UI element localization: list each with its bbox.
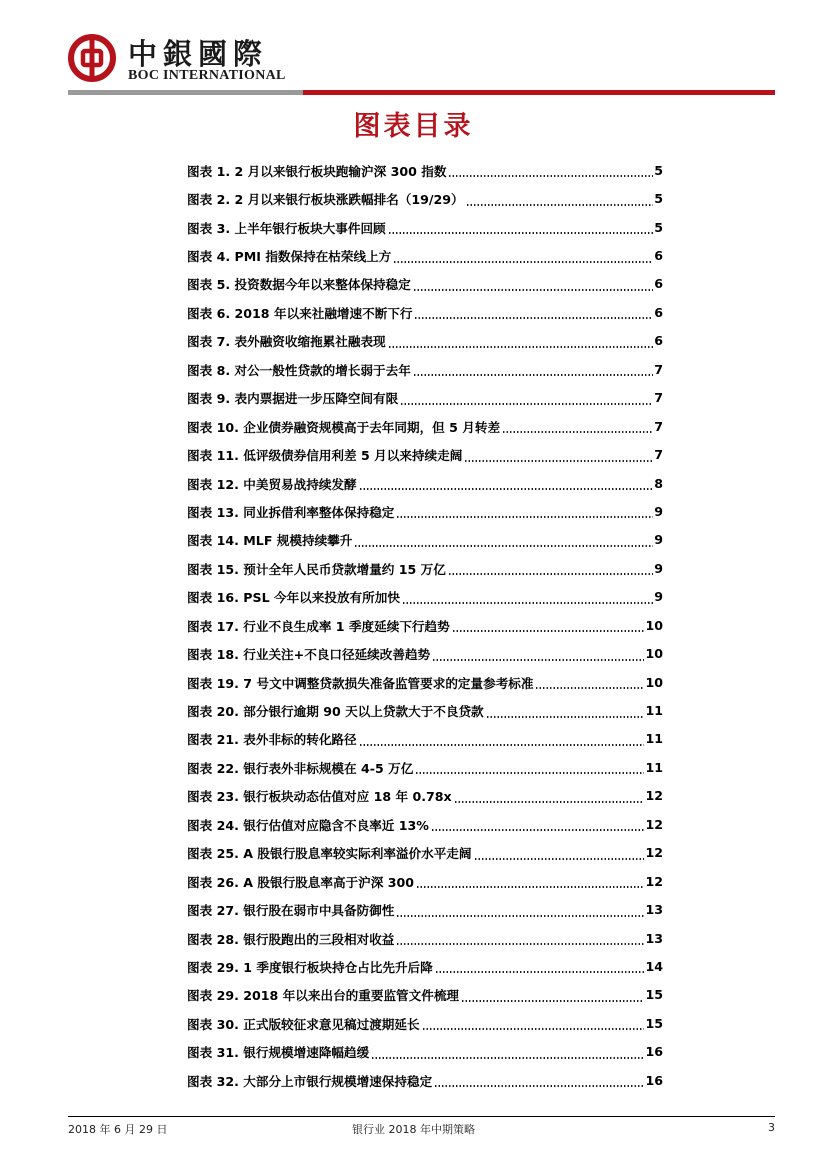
toc-entry-label[interactable]: 图表 27. 银行股在弱市中具备防御性 (187, 903, 395, 919)
toc-entry-label[interactable]: 图表 15. 预计全年人民币贷款增量约 15 万亿 (187, 561, 446, 577)
toc-entry-label[interactable]: 图表 29. 2018 年以来出台的重要监管文件梳理 (187, 988, 460, 1004)
toc-leader-dots (402, 593, 653, 605)
toc-entry[interactable] (187, 469, 663, 497)
toc-entry[interactable] (187, 583, 663, 611)
toc-entry-label[interactable]: 图表 20. 部分银行逾期 90 天以上贷款大于不良贷款 (187, 704, 484, 720)
toc-entry[interactable] (187, 867, 663, 895)
toc-entry-page[interactable]: 7 (654, 390, 663, 406)
toc-entry-page[interactable]: 13 (645, 902, 663, 918)
toc-leader-dots (535, 678, 644, 690)
toc-entry-page[interactable]: 6 (654, 333, 663, 349)
toc-entry[interactable] (187, 156, 663, 184)
toc-entry-page[interactable]: 11 (645, 703, 663, 719)
toc-entry-page[interactable]: 14 (645, 958, 663, 974)
toc-entry-page[interactable]: 9 (654, 503, 663, 519)
toc-entry-page[interactable]: 12 (645, 845, 663, 861)
toc-leader-dots (396, 507, 653, 519)
toc-leader-dots (474, 849, 645, 861)
toc-entry-page[interactable]: 13 (645, 930, 663, 946)
page-header (68, 30, 775, 96)
brand-name-chinese: 中銀國際 (128, 37, 269, 71)
toc-entry[interactable] (187, 184, 663, 212)
toc-leader-dots (466, 195, 654, 207)
toc-entry-label[interactable]: 图表 14. MLF 规模持续攀升 (187, 533, 353, 549)
toc-leader-dots (461, 991, 644, 1003)
toc-entry-label[interactable]: 图表 22. 银行表外非标规模在 4-5 万亿 (187, 760, 414, 776)
toc-leader-dots (388, 223, 654, 235)
toc-entry-page[interactable]: 9 (654, 560, 663, 576)
toc-leader-dots (359, 735, 645, 747)
toc-entry-label[interactable]: 图表 3. 上半年银行板块大事件回顾 (187, 220, 386, 236)
toc-entry-page[interactable]: 5 (654, 191, 663, 207)
toc-entry-page[interactable]: 6 (654, 276, 663, 292)
toc-entry-label[interactable]: 图表 19. 7 号文中调整贷款损失准备监管要求的定量参考标准 (187, 675, 534, 691)
toc-entry[interactable] (187, 810, 663, 838)
toc-leader-dots (413, 280, 653, 292)
toc-entry[interactable] (187, 753, 663, 781)
toc-entry-label[interactable]: 图表 26. A 股银行股息率高于沪深 300 (187, 874, 415, 890)
toc-entry-page[interactable]: 12 (645, 873, 663, 889)
toc-entry-label[interactable]: 图表 16. PSL 今年以来投放有所加快 (187, 590, 400, 606)
toc-entry[interactable] (187, 1009, 663, 1037)
toc-leader-dots (413, 365, 653, 377)
toc-leader-dots (422, 1019, 645, 1031)
toc-entry-label[interactable]: 图表 5. 投资数据今年以来整体保持稳定 (187, 277, 411, 293)
toc-entry[interactable] (187, 668, 663, 696)
toc-entry[interactable] (187, 554, 663, 582)
toc-entry[interactable] (187, 440, 663, 468)
toc-entry[interactable] (187, 782, 663, 810)
toc-leader-dots (464, 451, 653, 463)
toc-leader-dots (486, 707, 645, 719)
toc-entry-page[interactable]: 7 (654, 361, 663, 377)
toc-entry[interactable] (187, 526, 663, 554)
toc-entry[interactable] (187, 327, 663, 355)
toc-entry-page[interactable]: 6 (654, 248, 663, 264)
toc-entry[interactable] (187, 412, 663, 440)
toc-entry-label[interactable]: 图表 18. 行业关注+不良口径延续改善趋势 (187, 647, 431, 663)
toc-entry[interactable] (187, 725, 663, 753)
toc-entry-label[interactable]: 图表 1. 2 月以来银行板块跑输沪深 300 指数 (187, 163, 447, 179)
toc-entry[interactable] (187, 839, 663, 867)
toc-entry[interactable] (187, 497, 663, 525)
toc-leader-dots (431, 820, 645, 832)
toc-leader-dots (454, 792, 645, 804)
toc-entry[interactable] (187, 1066, 663, 1094)
header-rule-gray (68, 90, 303, 95)
brand-name-english: BOC INTERNATIONAL (128, 68, 286, 83)
toc-leader-dots (448, 564, 653, 576)
toc-entry-label[interactable]: 图表 7. 表外融资收缩拖累社融表现 (187, 334, 386, 350)
toc-leader-dots (448, 166, 653, 178)
toc-entry-page[interactable]: 10 (645, 674, 663, 690)
toc-entry-page[interactable]: 7 (654, 418, 663, 434)
toc-entry-label[interactable]: 图表 17. 行业不良生成率 1 季度延续下行趋势 (187, 618, 450, 634)
toc-leader-dots (435, 962, 645, 974)
toc-entry-label[interactable]: 图表 29. 1 季度银行板块持仓占比先升后降 (187, 959, 433, 975)
toc-entry[interactable] (187, 639, 663, 667)
footer-report-title: 银行业 2018 年中期策略 (352, 1123, 475, 1136)
toc-entry[interactable] (187, 924, 663, 952)
toc-leader-dots (354, 536, 653, 548)
toc-leader-dots (502, 422, 653, 434)
toc-entry-label[interactable]: 图表 28. 银行股跑出的三段相对收益 (187, 931, 395, 947)
toc-entry-label[interactable]: 图表 30. 正式版较征求意见稿过渡期延长 (187, 1016, 420, 1032)
toc-entry-label[interactable]: 图表 12. 中美贸易战持续发酵 (187, 476, 357, 492)
toc-entry[interactable] (187, 895, 663, 923)
toc-entry[interactable] (187, 696, 663, 724)
toc-leader-dots (359, 479, 654, 491)
toc-leader-dots (396, 906, 644, 918)
toc-entry[interactable] (187, 241, 663, 269)
toc-entry-label[interactable]: 图表 2. 2 月以来银行板块涨跌幅排名（19/29） (187, 192, 464, 208)
toc-entry-page[interactable]: 12 (645, 816, 663, 832)
toc-entry-label[interactable]: 图表 9. 表内票据进一步压降空间有限 (187, 391, 399, 407)
toc-entry-page[interactable]: 16 (645, 1044, 663, 1060)
toc-entry-page[interactable]: 7 (654, 447, 663, 463)
toc-entry-page[interactable]: 15 (645, 1015, 663, 1031)
toc-entry[interactable] (187, 981, 663, 1009)
toc-entry-label[interactable]: 图表 6. 2018 年以来社融增速不断下行 (187, 305, 413, 321)
toc-entry[interactable] (187, 213, 663, 241)
toc-entry-label[interactable]: 图表 24. 银行估值对应隐含不良率近 13% (187, 817, 429, 833)
toc-leader-dots (434, 1076, 644, 1088)
toc-entry-page[interactable]: 9 (654, 532, 663, 548)
toc-entry-label[interactable]: 图表 31. 银行规模增速降幅趋缓 (187, 1045, 370, 1061)
toc-entry-label[interactable]: 图表 25. A 股银行股息率较实际利率溢价水平走阔 (187, 846, 472, 862)
toc-entry-label[interactable]: 图表 32. 大部分上市银行规模增速保持稳定 (187, 1073, 433, 1089)
toc-entry-page[interactable]: 10 (645, 646, 663, 662)
toc-entry-label[interactable]: 图表 21. 表外非标的转化路径 (187, 732, 357, 748)
toc-entry[interactable] (187, 355, 663, 383)
toc-leader-dots (371, 1048, 644, 1060)
toc-leader-dots (416, 877, 644, 889)
footer-page-number: 3 (768, 1121, 775, 1134)
toc-list (187, 156, 663, 1094)
toc-leader-dots (415, 763, 644, 775)
toc-leader-dots (388, 337, 654, 349)
toc-leader-dots (400, 394, 653, 406)
boc-logo-icon (68, 34, 116, 82)
toc-entry[interactable] (187, 298, 663, 326)
toc-leader-dots (396, 934, 644, 946)
toc-leader-dots (414, 308, 653, 320)
toc-entry-page[interactable]: 15 (645, 987, 663, 1003)
toc-entry-page[interactable]: 11 (645, 731, 663, 747)
footer-date: 2018 年 6 月 29 日 (68, 1123, 168, 1136)
toc-entry-page[interactable]: 12 (645, 788, 663, 804)
toc-leader-dots (393, 252, 653, 264)
toc-entry-page[interactable]: 16 (645, 1072, 663, 1088)
page-title: 图表目录 (353, 111, 474, 142)
toc-entry-label[interactable]: 图表 13. 同业拆借利率整体保持稳定 (187, 504, 395, 520)
toc-entry-label[interactable]: 图表 10. 企业债券融资规模高于去年同期，但 5 月转差 (187, 419, 501, 435)
toc-entry[interactable] (187, 611, 663, 639)
toc-entry-label[interactable]: 图表 8. 对公一般性贷款的增长弱于去年 (187, 362, 411, 378)
toc-entry-page[interactable]: 8 (654, 475, 663, 491)
toc-entry-page[interactable]: 5 (654, 162, 663, 178)
toc-entry[interactable] (187, 1038, 663, 1066)
toc-entry-label[interactable]: 图表 4. PMI 指数保持在枯荣线上方 (187, 249, 392, 265)
toc-entry[interactable] (187, 952, 663, 980)
toc-entry-page[interactable]: 9 (654, 589, 663, 605)
footer-rule (68, 1116, 775, 1117)
toc-entry-page[interactable]: 5 (654, 219, 663, 235)
toc-entry-page[interactable]: 6 (654, 304, 663, 320)
toc-entry[interactable] (187, 270, 663, 298)
toc-entry-label[interactable]: 图表 23. 银行板块动态估值对应 18 年 0.78x (187, 789, 452, 805)
toc-entry-label[interactable]: 图表 11. 低评级债券信用利差 5 月以来持续走阔 (187, 448, 463, 464)
toc-entry-page[interactable]: 11 (645, 759, 663, 775)
toc-leader-dots (452, 621, 645, 633)
toc-leader-dots (432, 650, 644, 662)
toc-entry[interactable] (187, 384, 663, 412)
toc-entry-page[interactable]: 10 (645, 617, 663, 633)
